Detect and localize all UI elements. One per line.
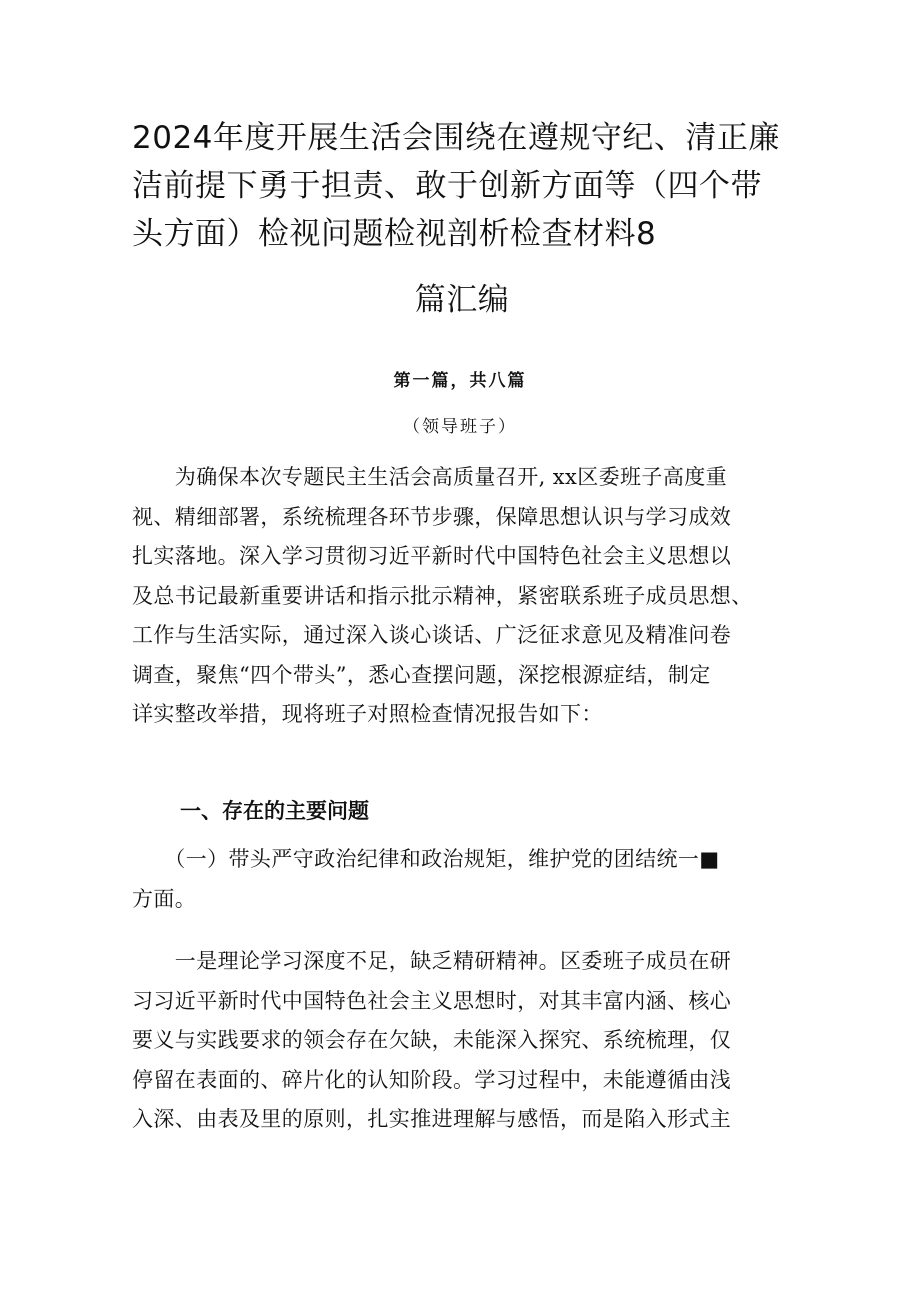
title-line-2: 洁前提下勇于担责、敢于创新方面等（四个带 — [132, 168, 762, 204]
text-line: 停留在表面的、碎片化的认知阶段。学习过程中，未能遵循由浅 — [132, 1067, 732, 1092]
text-line: 及总书记最新重要讲话和指示批示精神，紧密联系班子成员思想、 — [132, 583, 753, 608]
subsection-paragraph — [132, 840, 792, 919]
title-line-1: 2024年度开展生活会围绕在遵规守纪、清正廉 — [132, 120, 780, 156]
text-line: 扎实落地。深入学习贯彻习近平新时代中国特色社会主义思想以 — [132, 544, 732, 568]
text-line: （一）带头严守政治纪律和政治规矩，维护党的团结统一■ — [132, 847, 720, 871]
text-line: 调查，聚焦“四个带头”，悉心查摆问题，深挖根源症结，制定 — [132, 662, 711, 687]
text-line: 方面。 — [132, 886, 197, 911]
text-line: 入深、由表及里的原则，扎实推进理解与感悟，而是陷入形式主 — [132, 1107, 732, 1131]
problem-paragraph — [132, 942, 792, 1140]
text-line: 一是理论学习深度不足，缺乏精研精神。区委班子成员在研 — [132, 949, 732, 973]
text-line: 视、精细部署，系统梳理各环节步骤，保障思想认识与学习成效 — [132, 504, 732, 529]
intro-paragraph — [132, 458, 792, 735]
text-line: 为确保本次专题民主生活会高质量召开, xx区委班子高度重 — [132, 465, 728, 489]
text-line: 详实整改举措，现将班子对照检查情况报告如下： — [132, 702, 603, 726]
text-line: 习习近平新时代中国特色社会主义思想时，对其丰富内涵、核心 — [132, 988, 732, 1013]
text-line: 要义与实践要求的领会存在欠缺，未能深入探究、系统梳理，仅 — [132, 1028, 732, 1052]
title-line-4: 篇汇编 — [414, 282, 510, 318]
title-line-3: 头方面）检视问题检视剖析检查材料8 — [132, 216, 657, 252]
section-heading: 一、存在的主要问题 — [180, 799, 369, 823]
unit-label: （领导班子） — [403, 417, 517, 437]
document-title — [132, 114, 792, 324]
part-indicator: 第一篇，共八篇 — [393, 371, 527, 391]
text-line: 工作与生活实际，通过深入谈心谈话、广泛征求意见及精准问卷 — [132, 623, 732, 647]
